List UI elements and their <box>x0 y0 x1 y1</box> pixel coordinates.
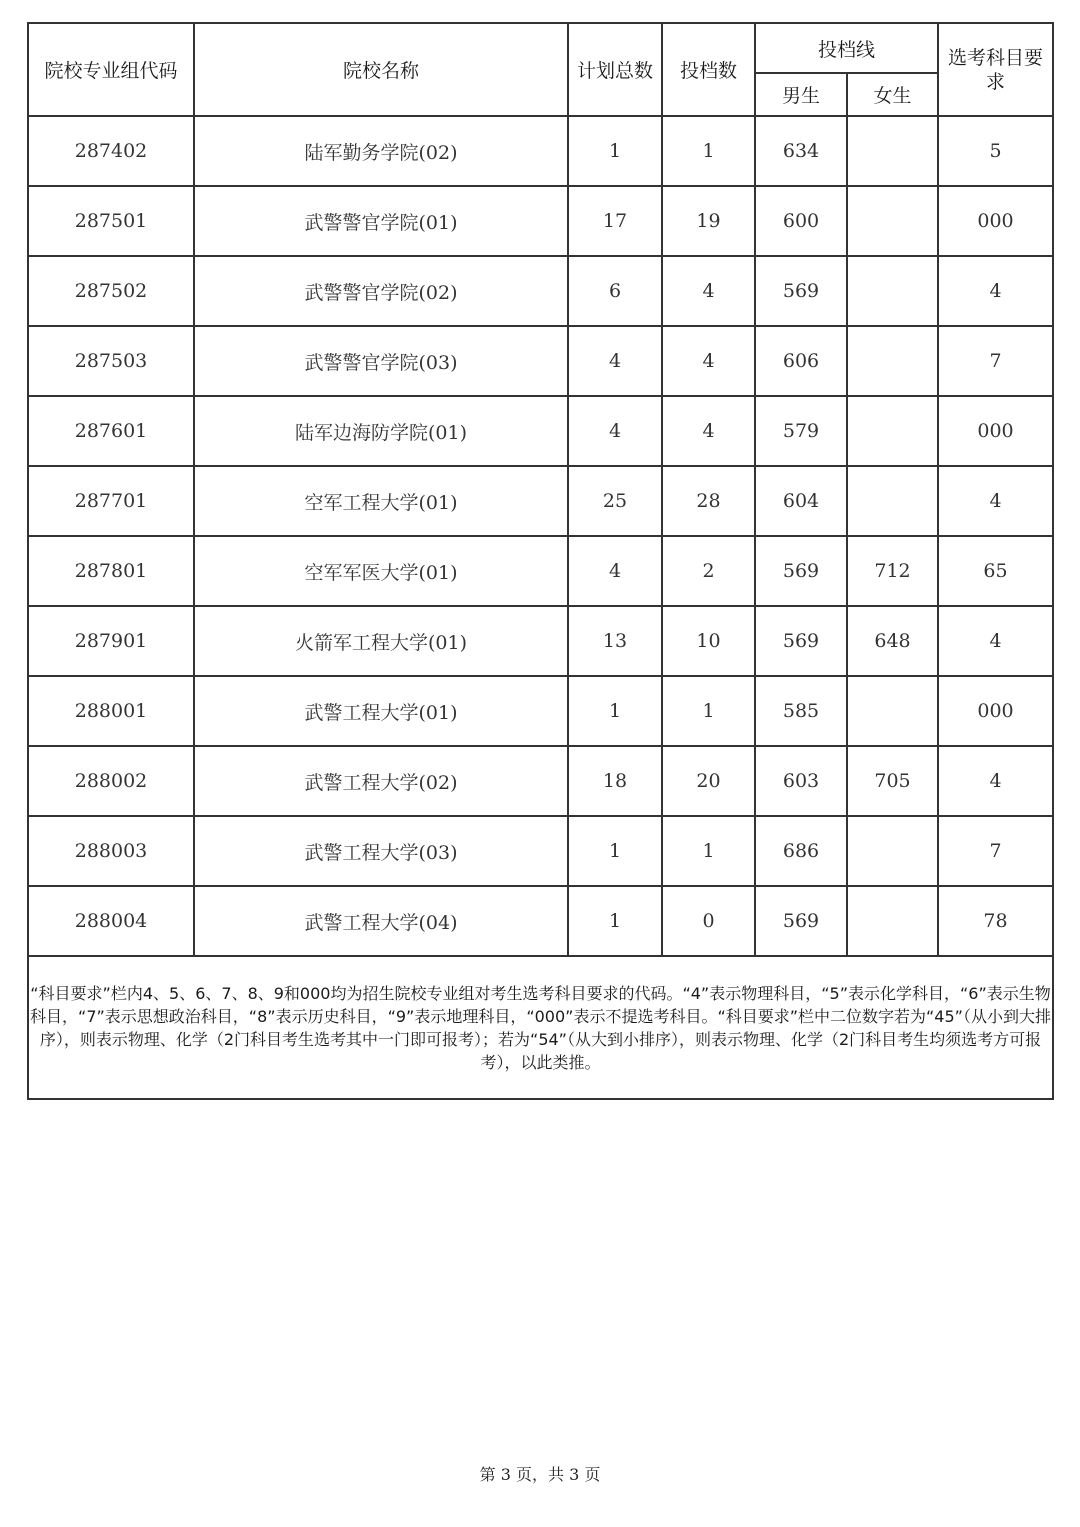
cell-code: 287801 <box>28 536 194 606</box>
cell-female <box>847 256 938 326</box>
cell-female <box>847 326 938 396</box>
cell-code: 287701 <box>28 466 194 536</box>
cell-name: 陆军勤务学院(02) <box>194 116 568 186</box>
cell-subjects: 000 <box>938 396 1053 466</box>
cell-code: 288001 <box>28 676 194 746</box>
cell-subjects: 7 <box>938 326 1053 396</box>
cell-code: 287402 <box>28 116 194 186</box>
cell-admitted: 4 <box>662 396 755 466</box>
cell-plan: 17 <box>568 186 662 256</box>
cell-name: 武警工程大学(02) <box>194 746 568 816</box>
cell-name: 武警工程大学(04) <box>194 886 568 956</box>
cell-plan: 6 <box>568 256 662 326</box>
table-row <box>28 676 1053 746</box>
header-plan-total: 计划总数 <box>568 23 662 116</box>
cell-subjects: 000 <box>938 186 1053 256</box>
cell-plan: 4 <box>568 326 662 396</box>
cell-admitted: 4 <box>662 256 755 326</box>
table-row <box>28 326 1053 396</box>
admissions-table <box>27 22 1054 1100</box>
cell-plan: 1 <box>568 116 662 186</box>
cell-male: 600 <box>755 186 847 256</box>
subject-code-note: “科目要求”栏内4、5、6、7、8、9和000均为招生院校专业组对考生选考科目要求的代码。“4”表示物理科目，“5”表示化学科目，“6”表示生物科目，“7”表示思想政治科目，“8”表示历史科目，“9”表示地理科目，“000”表示不提选考科目。“科目要求”栏中二位数字若为“45”（从小到大排序），则表示物理、化学（2门科目考生选考其中一门即可报考）；若为“54”（从大到小排序），则表示物理、化学（2门科目考生均须选考方可报考），以此类推。 <box>28 956 1053 1099</box>
cell-subjects: 4 <box>938 466 1053 536</box>
table-body <box>28 116 1053 1099</box>
cell-code: 287901 <box>28 606 194 676</box>
table-row <box>28 396 1053 466</box>
cell-female <box>847 116 938 186</box>
cell-male: 569 <box>755 536 847 606</box>
cell-subjects: 4 <box>938 606 1053 676</box>
cell-male: 606 <box>755 326 847 396</box>
table-row <box>28 186 1053 256</box>
cell-male: 569 <box>755 606 847 676</box>
header-subjects: 选考科目要求 <box>938 23 1053 116</box>
cell-female <box>847 816 938 886</box>
cell-plan: 1 <box>568 676 662 746</box>
header-cutoff: 投档线 <box>755 23 938 73</box>
cell-female <box>847 466 938 536</box>
cell-subjects: 7 <box>938 816 1053 886</box>
cell-subjects: 000 <box>938 676 1053 746</box>
cell-plan: 1 <box>568 886 662 956</box>
cell-admitted: 0 <box>662 886 755 956</box>
cell-name: 武警警官学院(02) <box>194 256 568 326</box>
cell-code: 288004 <box>28 886 194 956</box>
cell-female: 648 <box>847 606 938 676</box>
cell-female: 705 <box>847 746 938 816</box>
table-row <box>28 606 1053 676</box>
cell-male: 603 <box>755 746 847 816</box>
cell-plan: 25 <box>568 466 662 536</box>
cell-female <box>847 186 938 256</box>
header-female: 女生 <box>847 73 938 116</box>
page-number: 第 3 页，共 3 页 <box>479 1465 601 1484</box>
cell-male: 604 <box>755 466 847 536</box>
header-male: 男生 <box>755 73 847 116</box>
header-name: 院校名称 <box>194 23 568 116</box>
cell-code: 288003 <box>28 816 194 886</box>
table-row <box>28 256 1053 326</box>
cell-code: 288002 <box>28 746 194 816</box>
cell-subjects: 4 <box>938 256 1053 326</box>
note-row <box>28 956 1053 1099</box>
cell-subjects: 65 <box>938 536 1053 606</box>
cell-name: 空军军医大学(01) <box>194 536 568 606</box>
cell-male: 585 <box>755 676 847 746</box>
cell-female <box>847 396 938 466</box>
table-row <box>28 466 1053 536</box>
cell-plan: 4 <box>568 396 662 466</box>
cell-plan: 13 <box>568 606 662 676</box>
cell-male: 634 <box>755 116 847 186</box>
cell-male: 579 <box>755 396 847 466</box>
header-code: 院校专业组代码 <box>28 23 194 116</box>
cell-male: 569 <box>755 256 847 326</box>
cell-code: 287501 <box>28 186 194 256</box>
cell-admitted: 2 <box>662 536 755 606</box>
cell-admitted: 28 <box>662 466 755 536</box>
cell-admitted: 1 <box>662 816 755 886</box>
cell-admitted: 19 <box>662 186 755 256</box>
cell-code: 287503 <box>28 326 194 396</box>
cell-name: 武警警官学院(01) <box>194 186 568 256</box>
cell-name: 火箭军工程大学(01) <box>194 606 568 676</box>
cell-subjects: 5 <box>938 116 1053 186</box>
table-row <box>28 886 1053 956</box>
cell-plan: 1 <box>568 816 662 886</box>
cell-subjects: 4 <box>938 746 1053 816</box>
cell-name: 武警警官学院(03) <box>194 326 568 396</box>
cell-code: 287502 <box>28 256 194 326</box>
header-admitted: 投档数 <box>662 23 755 116</box>
cell-plan: 18 <box>568 746 662 816</box>
cell-admitted: 10 <box>662 606 755 676</box>
cell-name: 空军工程大学(01) <box>194 466 568 536</box>
table-row <box>28 746 1053 816</box>
cell-name: 武警工程大学(01) <box>194 676 568 746</box>
cell-admitted: 1 <box>662 676 755 746</box>
table-row <box>28 816 1053 886</box>
cell-subjects: 78 <box>938 886 1053 956</box>
table-row <box>28 116 1053 186</box>
cell-female: 712 <box>847 536 938 606</box>
cell-plan: 4 <box>568 536 662 606</box>
cell-admitted: 1 <box>662 116 755 186</box>
cell-admitted: 4 <box>662 326 755 396</box>
cell-name: 武警工程大学(03) <box>194 816 568 886</box>
cell-female <box>847 886 938 956</box>
cell-female <box>847 676 938 746</box>
cell-male: 686 <box>755 816 847 886</box>
cell-male: 569 <box>755 886 847 956</box>
cell-code: 287601 <box>28 396 194 466</box>
cell-name: 陆军边海防学院(01) <box>194 396 568 466</box>
cell-admitted: 20 <box>662 746 755 816</box>
table-row <box>28 536 1053 606</box>
